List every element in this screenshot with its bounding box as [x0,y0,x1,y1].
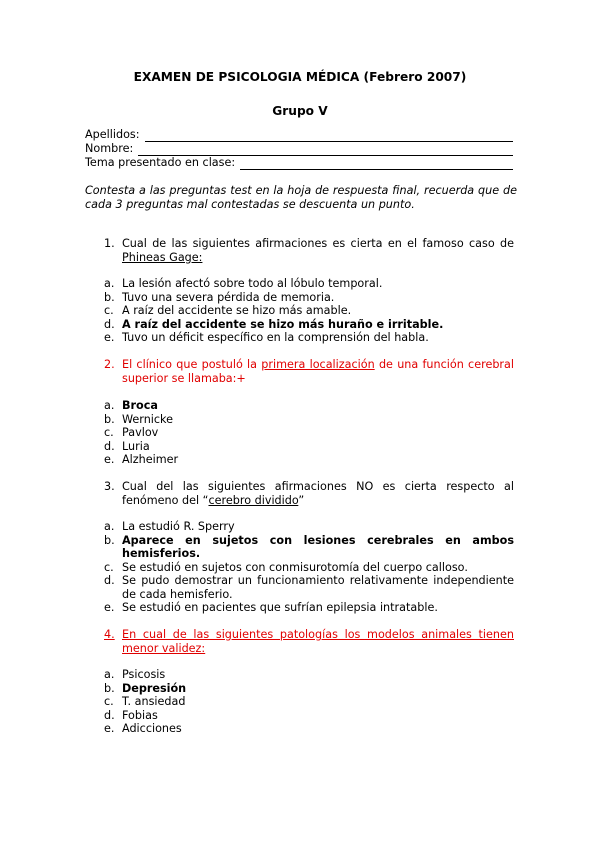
option: d. Fobias [104,708,158,722]
option: e. Tuvo un déficit específico en la comprensión del habla. [104,331,429,344]
option: a. La estudió R. Sperry [104,520,235,533]
question-text: El clínico que postuló la primera localización de una función cerebral superior se llamaba:+ [122,358,514,385]
option-correct: b. Aparece en sujetos con lesiones cerebrales en ambos hemisferios. [104,533,514,560]
option: a. La lesión afectó sobre todo al lóbulo temporal. [104,277,383,290]
question-1-options [104,277,514,345]
question-text: Cual del las siguientes afirmaciones NO es cierta respecto al fenómeno del “cerebro dividido” [122,480,514,507]
option: d. Luria [104,439,150,453]
question-3-options [104,520,514,615]
question-1 [104,237,514,264]
option: e. Alzheimer [104,453,179,466]
question-4 [104,628,514,655]
field-label: Apellidos: [85,128,140,141]
question-3 [104,480,514,507]
instructions: Contesta a las preguntas test en la hoja de respuesta final, recuerda que de cada 3 preguntas mal contestadas se descuenta un punto. [85,184,517,211]
exam-title: EXAMEN DE PSICOLOGIA MÉDICA (Febrero 2007) [133,70,467,84]
option-correct: d. A raíz del accidente se hizo más huraño e irritable. [104,317,444,331]
option: b. Wernicke [104,412,174,426]
question-text: En cual de las siguientes patologías los modelos animales tienen menor validez: [122,628,514,655]
option: c. A raíz del accidente se hizo más amable. [104,304,352,317]
option: a. Psicosis [104,668,166,681]
option: d. Se pudo demostrar un funcionamiento relativamente independiente de cada hemisferio. [104,574,514,601]
option: c. Pavlov [104,426,159,439]
option-correct: b. Depresión [104,681,187,695]
question-number: 1. [104,237,115,250]
question-2 [104,358,514,385]
question-number: 4. [104,628,115,641]
option-correct: a. Broca [104,399,158,412]
question-text: Cual de las siguientes afirmaciones es cierta en el famoso caso de Phineas Gage: [122,237,514,264]
tema-line[interactable] [240,158,513,170]
group-label: Grupo V [272,104,328,118]
field-label: Tema presentado en clase: [85,156,236,169]
option: b. Tuvo una severa pérdida de memoria. [104,290,335,304]
option: c. T. ansiedad [104,695,186,708]
apellidos-line[interactable] [145,130,513,142]
question-4-options [104,668,514,736]
option: c. Se estudió en sujetos con conmisurotomía del cuerpo calloso. [104,560,468,574]
field-label: Nombre: [85,142,134,155]
field-nombre [85,142,513,156]
field-apellidos [85,128,513,142]
question-number: 3. [104,480,115,493]
option: e. Se estudió en pacientes que sufrían epilepsia intratable. [104,601,438,614]
student-fields [85,128,513,170]
option: e. Adicciones [104,722,182,735]
question-number: 2. [104,358,115,371]
question-2-options [104,399,514,467]
nombre-line[interactable] [138,144,513,156]
field-tema [85,156,513,170]
